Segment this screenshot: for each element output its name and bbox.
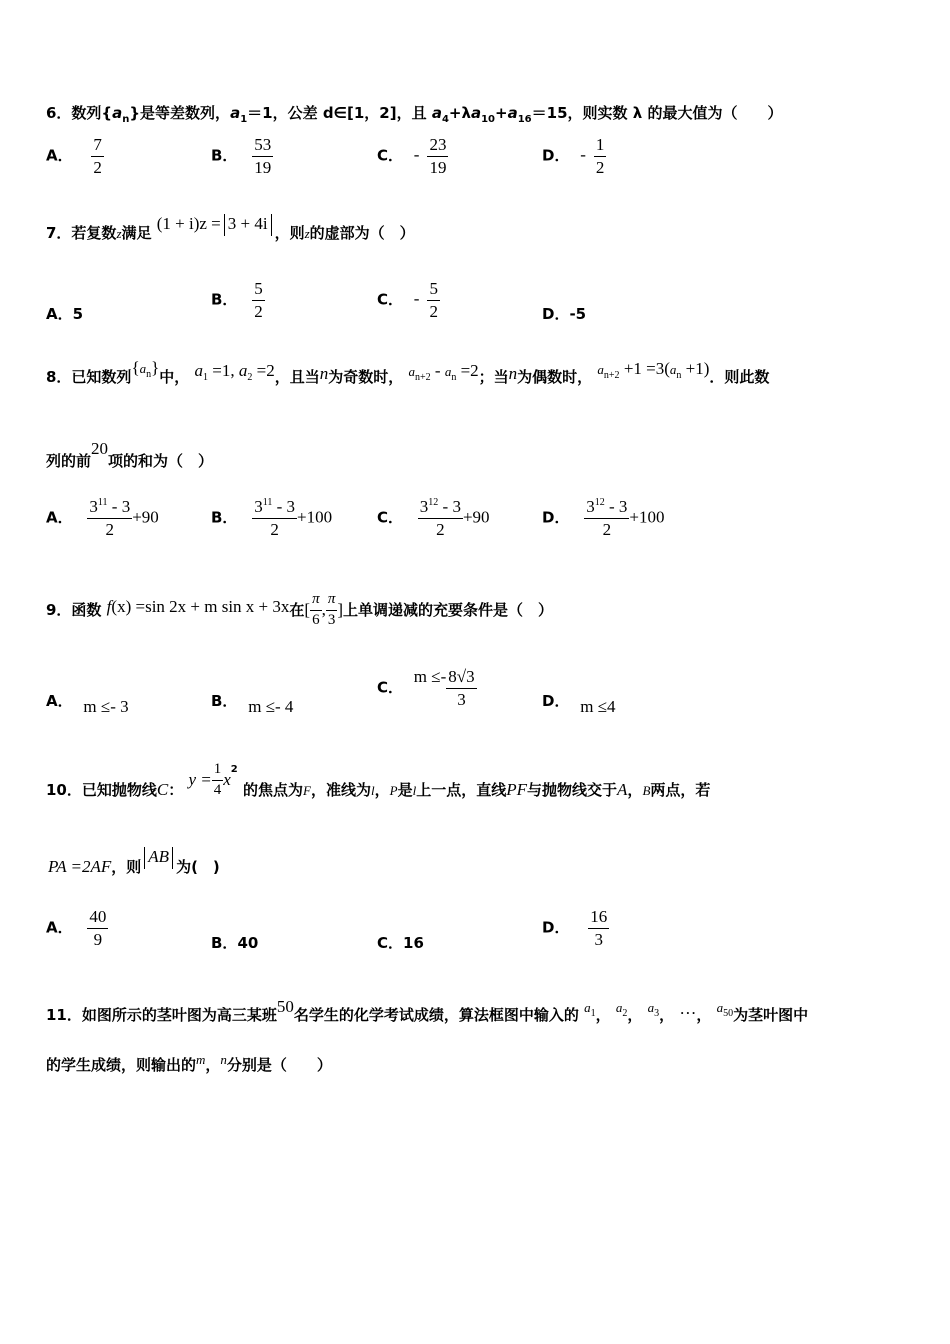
base: 3 bbox=[89, 497, 98, 516]
q11-text: 为茎叶图中 bbox=[733, 1006, 809, 1024]
q7-text: ，则 bbox=[274, 224, 305, 242]
q8-text: 列的前 bbox=[46, 452, 92, 470]
denominator: 2 bbox=[270, 519, 279, 539]
denominator: 2 bbox=[602, 519, 612, 539]
option-label: B． bbox=[211, 508, 238, 527]
q6-seq-sub: n bbox=[122, 114, 130, 125]
q10-C: C bbox=[156, 779, 169, 799]
q8-term: a bbox=[444, 364, 452, 379]
option-expr: m ≤- 4 bbox=[248, 697, 294, 716]
q10-text: 两点，若 bbox=[650, 780, 711, 799]
option-label: C． bbox=[377, 508, 404, 527]
base: 3 bbox=[586, 497, 595, 516]
q8-a1-sub: 1 bbox=[203, 372, 209, 383]
numerator: 16 bbox=[588, 908, 609, 929]
q9-option-d[interactable] bbox=[542, 690, 616, 716]
q6-option-a[interactable] bbox=[46, 136, 104, 177]
numerator: π bbox=[310, 592, 322, 611]
numerator: 5 bbox=[252, 280, 265, 301]
q7-c-fraction bbox=[427, 280, 440, 321]
option-label: B． bbox=[211, 692, 238, 710]
denominator: 3 bbox=[594, 929, 603, 949]
q10-B: B bbox=[642, 782, 651, 798]
option-label: D． bbox=[542, 692, 570, 710]
q9-text: 9．函数 bbox=[46, 600, 102, 619]
q6-d-fraction bbox=[594, 136, 607, 177]
q8-d-fraction bbox=[584, 498, 629, 539]
q7-stem bbox=[46, 214, 415, 245]
minus: - 3 bbox=[107, 497, 131, 516]
denominator: 2 bbox=[93, 157, 102, 177]
q8-text: ．则此数 bbox=[709, 368, 770, 386]
q8-text: 项的和为（ ） bbox=[108, 452, 214, 470]
q6-c-fraction bbox=[427, 136, 448, 177]
numerator: 8√3 bbox=[446, 668, 476, 689]
q11-text: 11．如图所示的茎叶图为高三某班 bbox=[46, 1006, 277, 1024]
q6-option-b[interactable] bbox=[211, 136, 273, 177]
q6-a4: a bbox=[431, 104, 442, 122]
q10-x-exp: 2 bbox=[230, 763, 238, 775]
numerator: 5 bbox=[427, 280, 440, 301]
q11-text: 名学生的化学考试成绩，算法框图中输入的 bbox=[293, 1006, 579, 1024]
denominator: 3 bbox=[457, 689, 466, 709]
q6-a10: a bbox=[470, 104, 482, 122]
q11-m: m bbox=[196, 1052, 206, 1067]
q10-stem-line1 bbox=[46, 748, 711, 799]
q8-odd-rule bbox=[408, 361, 479, 383]
option-value: 16 bbox=[403, 934, 424, 952]
option-label: D． bbox=[542, 918, 570, 937]
base: 3 bbox=[254, 497, 263, 516]
q10-a-fraction bbox=[87, 908, 108, 949]
q9-text: 在 bbox=[289, 600, 305, 619]
q9-comma: , bbox=[321, 599, 326, 619]
abs-bar bbox=[144, 847, 145, 869]
q8-a2: a bbox=[238, 361, 248, 380]
q6-a1-sub: 1 bbox=[240, 114, 248, 125]
q10-option-d[interactable] bbox=[542, 908, 609, 949]
q9-function bbox=[107, 597, 290, 616]
q10-l: l bbox=[412, 782, 417, 798]
q6-a16: a bbox=[507, 104, 518, 122]
q9-option-b[interactable] bbox=[211, 690, 294, 716]
q10-option-b[interactable] bbox=[211, 932, 258, 953]
option-label: A． bbox=[46, 305, 73, 323]
q10-d-fraction bbox=[588, 908, 609, 949]
base: 3 bbox=[419, 497, 429, 516]
q7-equation-left: (1 + i)z = bbox=[156, 214, 221, 233]
numerator: 1 bbox=[212, 762, 224, 781]
q9-option-a[interactable] bbox=[46, 690, 129, 716]
denominator: 2 bbox=[105, 519, 115, 539]
q11-a-sub: 1 bbox=[590, 1008, 596, 1019]
q10-F: F bbox=[303, 782, 311, 798]
q8-eq: =2 bbox=[252, 361, 275, 380]
exponent: 12 bbox=[428, 497, 439, 508]
q8-term: a bbox=[669, 362, 677, 377]
q11-a: a bbox=[584, 1000, 591, 1015]
q9-expr: =sin 2x + m sin x + 3x bbox=[131, 596, 290, 616]
q11-a-sub: 3 bbox=[654, 1008, 660, 1019]
q6-a1: a bbox=[230, 104, 241, 122]
q8-term: a bbox=[408, 364, 415, 379]
option-label: A． bbox=[46, 918, 73, 937]
abs-bar bbox=[224, 214, 225, 236]
option-label: A． bbox=[46, 146, 73, 165]
option-label: B． bbox=[211, 146, 238, 165]
q11-text: 分别是（ ） bbox=[226, 1056, 332, 1074]
option-label: D． bbox=[542, 305, 570, 323]
q9-stem bbox=[46, 592, 553, 629]
q9-arg: (x) bbox=[111, 596, 132, 616]
q10-frac bbox=[212, 762, 224, 799]
denominator: 19 bbox=[254, 157, 272, 177]
option-label: B． bbox=[211, 290, 238, 309]
q8-c-fraction bbox=[418, 498, 463, 539]
option-value: 5 bbox=[72, 305, 84, 323]
q11-stem-line2 bbox=[46, 1054, 332, 1075]
q8-initial-terms bbox=[194, 361, 275, 383]
minus: - 3 bbox=[604, 497, 628, 516]
q8-stem-line1: 8．已知数列$\{a_n\}$中， $a_1 =1$, $a_2 =2$，且当n为奇数时， $a_{n+2} - a_n =2$；当n为偶数时， $a_{n+2} +1 =3(a_n +1)$．则此数 bbox=[46, 358, 770, 386]
q8-eq: =2 bbox=[456, 361, 479, 380]
q8-option-d[interactable] bbox=[542, 498, 665, 539]
q7-equation-modulus: 3 + 4i bbox=[227, 214, 268, 233]
q6-a16-sub: 16 bbox=[517, 114, 532, 125]
q7-text: 7．若复数 bbox=[46, 224, 117, 242]
q8-count: 20 bbox=[91, 439, 109, 458]
q6-a-fraction bbox=[91, 136, 104, 177]
minus: - 3 bbox=[272, 497, 296, 516]
q8-eq: +1) bbox=[681, 359, 710, 378]
option-label: D． bbox=[542, 508, 570, 527]
q10-PF: PF bbox=[506, 779, 528, 799]
tail: +90 bbox=[462, 507, 490, 527]
option-label: A． bbox=[46, 508, 73, 527]
numerator: 7 bbox=[91, 136, 104, 157]
minus-sign: - bbox=[413, 289, 420, 309]
q10-text: ， bbox=[627, 780, 643, 799]
numerator: 23 bbox=[427, 136, 448, 157]
q6-plus: + bbox=[495, 104, 508, 122]
q10-text: ： bbox=[168, 780, 184, 799]
q10-l: l bbox=[370, 782, 375, 798]
q11-a: a bbox=[647, 1000, 655, 1015]
tail: +100 bbox=[629, 507, 665, 527]
q10-text: 为( ) bbox=[176, 858, 220, 876]
q6-text: ＝1，公差 d∈[1，2]，且 bbox=[247, 104, 432, 122]
q8-even-rule bbox=[597, 359, 710, 381]
q11-comma: ， bbox=[595, 1006, 611, 1024]
abs-bar bbox=[271, 214, 272, 236]
q9-bracket: [ bbox=[304, 599, 311, 619]
q8-option-b[interactable] bbox=[211, 498, 332, 539]
q6-text: 6．数列{ bbox=[46, 104, 113, 122]
numerator: 53 bbox=[252, 136, 273, 157]
exponent: 11 bbox=[97, 497, 108, 508]
exponent: 12 bbox=[594, 497, 605, 508]
option-label: C． bbox=[377, 934, 404, 952]
q8-seq-sub: n bbox=[146, 369, 152, 380]
q8-n: n bbox=[319, 364, 329, 383]
q11-stem-line1 bbox=[46, 997, 809, 1027]
q8-text: 为偶数时， bbox=[517, 368, 593, 386]
q10-AB: AB bbox=[148, 847, 170, 866]
q6-text: ＝15，则实数 λ 的最大值为（ ） bbox=[531, 104, 783, 122]
q10-text: 与抛物线交于 bbox=[527, 780, 618, 799]
q6-a4-sub: 4 bbox=[441, 114, 449, 125]
q7-option-c[interactable] bbox=[377, 280, 440, 321]
q9-frac1 bbox=[310, 592, 322, 629]
q11-text: ， bbox=[205, 1056, 221, 1074]
q8-seq: a bbox=[139, 361, 147, 376]
q10-stem-line2 bbox=[48, 847, 220, 876]
denominator: 2 bbox=[436, 519, 445, 539]
q7-text: 的虚部为（ ） bbox=[309, 224, 415, 242]
q8-text: ；当 bbox=[478, 368, 509, 386]
q8-term-sub: n+2 bbox=[603, 370, 620, 381]
q11-comma: ， bbox=[696, 1006, 712, 1024]
tail: +90 bbox=[132, 507, 159, 527]
q11-comma: ， bbox=[627, 1006, 643, 1024]
q8-option-c[interactable] bbox=[377, 498, 490, 539]
q9-frac2 bbox=[326, 592, 338, 629]
option-label: D． bbox=[542, 146, 570, 165]
q8-op: - bbox=[430, 361, 445, 380]
q9-text: 上单调递减的充要条件是（ ） bbox=[343, 600, 554, 619]
q7-z: z bbox=[304, 226, 310, 241]
q10-text: ，则 bbox=[111, 858, 142, 876]
q7-b-fraction bbox=[252, 280, 265, 321]
option-label: C． bbox=[377, 678, 404, 697]
numerator: 1 bbox=[594, 136, 607, 157]
q8-n: n bbox=[508, 364, 518, 383]
q7-option-a[interactable] bbox=[46, 303, 83, 324]
numerator: 40 bbox=[87, 908, 108, 929]
q11-text: 的学生成绩，则输出的 bbox=[46, 1056, 197, 1074]
q10-text: 10．已知抛物线 bbox=[46, 780, 157, 799]
q8-b-fraction bbox=[252, 498, 297, 539]
q6-stem bbox=[46, 102, 782, 125]
q6-lambda: +λ bbox=[448, 104, 471, 122]
q8-text: ，且当 bbox=[274, 368, 320, 386]
option-value: -5 bbox=[569, 305, 587, 323]
q10-option-c[interactable] bbox=[377, 932, 424, 953]
denominator: 6 bbox=[312, 611, 320, 628]
q11-n: n bbox=[220, 1052, 227, 1067]
q8-a1: a bbox=[194, 361, 204, 380]
q6-seq: a bbox=[112, 104, 123, 122]
q8-eq: =1, bbox=[208, 361, 239, 380]
minus-sign: - bbox=[413, 145, 420, 165]
q10-y-eq: y = bbox=[188, 769, 212, 789]
q10-text: 上一点，直线 bbox=[416, 780, 507, 799]
q10-text: 的焦点为 bbox=[243, 780, 304, 799]
q11-comma: ， bbox=[659, 1006, 675, 1024]
q9-bracket: ] bbox=[337, 599, 344, 619]
q6-a10-sub: 10 bbox=[481, 114, 496, 125]
q9-option-c[interactable] bbox=[377, 668, 477, 709]
option-value: 40 bbox=[237, 934, 259, 952]
denominator: 2 bbox=[595, 157, 605, 177]
q10-option-a[interactable] bbox=[46, 908, 108, 949]
q7-z: z bbox=[116, 226, 122, 241]
q7-option-b[interactable] bbox=[211, 280, 265, 321]
q8-stem-line2 bbox=[46, 439, 214, 471]
option-expr: m ≤- bbox=[413, 667, 447, 687]
q8-a-fraction bbox=[87, 498, 132, 539]
q11-a: a bbox=[716, 1000, 724, 1015]
q7-option-d[interactable] bbox=[542, 303, 586, 324]
q10-P: P bbox=[389, 782, 398, 798]
abs-bar bbox=[172, 847, 173, 869]
q10-A: A bbox=[617, 779, 628, 799]
denominator: 2 bbox=[429, 301, 438, 321]
q7-text: 满足 bbox=[121, 224, 152, 242]
option-label: C． bbox=[377, 146, 404, 165]
q8-term: a bbox=[597, 362, 604, 377]
q10-equation: PA =2AF bbox=[48, 857, 112, 876]
q10-text: ，准线为 bbox=[310, 780, 371, 799]
denominator: 3 bbox=[327, 611, 336, 628]
option-expr: m ≤- 3 bbox=[83, 697, 129, 716]
option-expr: m ≤4 bbox=[580, 697, 616, 716]
q10-x: x bbox=[223, 769, 231, 789]
option-label: B． bbox=[211, 934, 238, 952]
q11-dots: … bbox=[679, 999, 697, 1018]
tail: +100 bbox=[297, 507, 333, 527]
q8-text: 中， bbox=[159, 368, 190, 386]
q8-op: +1 =3( bbox=[619, 359, 670, 378]
q11-a-sub: 2 bbox=[622, 1008, 628, 1019]
denominator: 19 bbox=[429, 157, 447, 177]
q8-term-sub: n bbox=[676, 370, 682, 381]
numerator: π bbox=[326, 592, 338, 611]
exponent: 11 bbox=[262, 497, 273, 508]
q6-option-c[interactable] bbox=[377, 136, 448, 177]
q9-f: f bbox=[106, 596, 112, 616]
q6-b-fraction bbox=[252, 136, 273, 177]
option-label: C． bbox=[377, 290, 404, 309]
q9-c-fraction bbox=[446, 668, 476, 709]
q8-term-sub: n bbox=[451, 372, 457, 383]
q8-text: 8．已知数列 bbox=[46, 368, 132, 386]
q10-text: ， bbox=[374, 780, 390, 799]
q8-a2-sub: 2 bbox=[247, 372, 253, 383]
q8-text: 为奇数时， bbox=[328, 368, 404, 386]
q11-a: a bbox=[615, 1000, 623, 1015]
q10-text: 是 bbox=[397, 780, 413, 799]
q11-count: 50 bbox=[276, 997, 294, 1016]
minus-sign: - bbox=[580, 145, 586, 165]
q11-a-sub: 50 bbox=[723, 1008, 734, 1019]
denominator: 2 bbox=[254, 301, 263, 321]
minus: - 3 bbox=[438, 497, 461, 516]
option-label: A． bbox=[46, 692, 73, 710]
q6-text: }是等差数列， bbox=[129, 104, 231, 122]
q8-option-a[interactable] bbox=[46, 498, 159, 539]
q6-option-d[interactable] bbox=[542, 136, 606, 177]
denominator: 4 bbox=[213, 781, 222, 798]
q8-term-sub: n+2 bbox=[415, 372, 431, 383]
denominator: 9 bbox=[93, 929, 103, 949]
